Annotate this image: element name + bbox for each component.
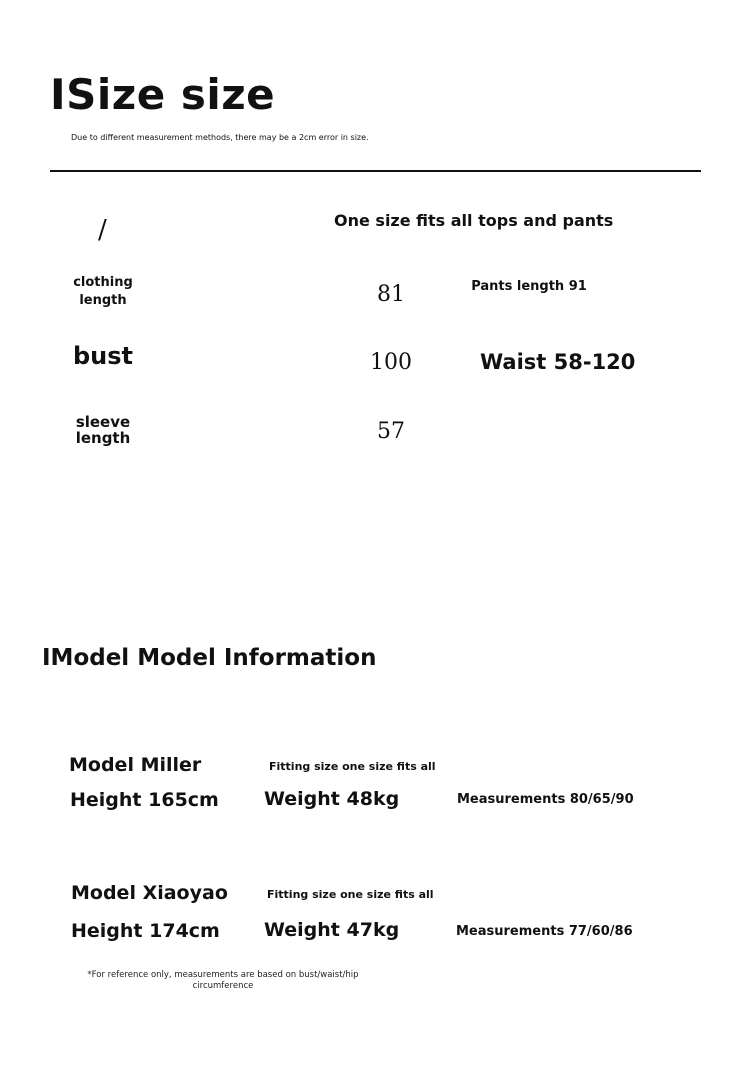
model-weight: Weight 47kg [264,919,400,941]
size-title: ISize size [50,70,276,119]
table-corner-symbol: / [98,215,107,245]
row-value: 57 [377,419,405,444]
model-height: Height 165cm [70,789,219,811]
row-extra: Pants length 91 [471,279,587,294]
column-header: One size fits all tops and pants [334,211,614,230]
measurement-note: Due to different measurement methods, there may be a 2cm error in size. [71,133,369,142]
model-fitting: Fitting size one size fits all [269,760,436,773]
divider [50,170,701,172]
row-label: sleeve length [75,413,131,447]
row-label: bust [72,342,134,370]
model-weight: Weight 48kg [264,788,400,810]
row-value: 81 [377,282,405,307]
model-fitting: Fitting size one size fits all [267,888,434,901]
footnote: *For reference only, measurements are based on bust/waist/hip circumference [87,970,359,991]
model-measurements: Measurements 80/65/90 [457,792,634,807]
model-title: IModel Model Information [42,645,377,671]
model-height: Height 174cm [71,920,220,942]
model-measurements: Measurements 77/60/86 [456,924,633,939]
row-extra: Waist 58-120 [480,350,636,374]
row-value: 100 [370,350,412,375]
row-label: clothing length [73,275,133,308]
model-name: Model Xiaoyao [71,882,228,904]
model-name: Model Miller [69,754,202,776]
